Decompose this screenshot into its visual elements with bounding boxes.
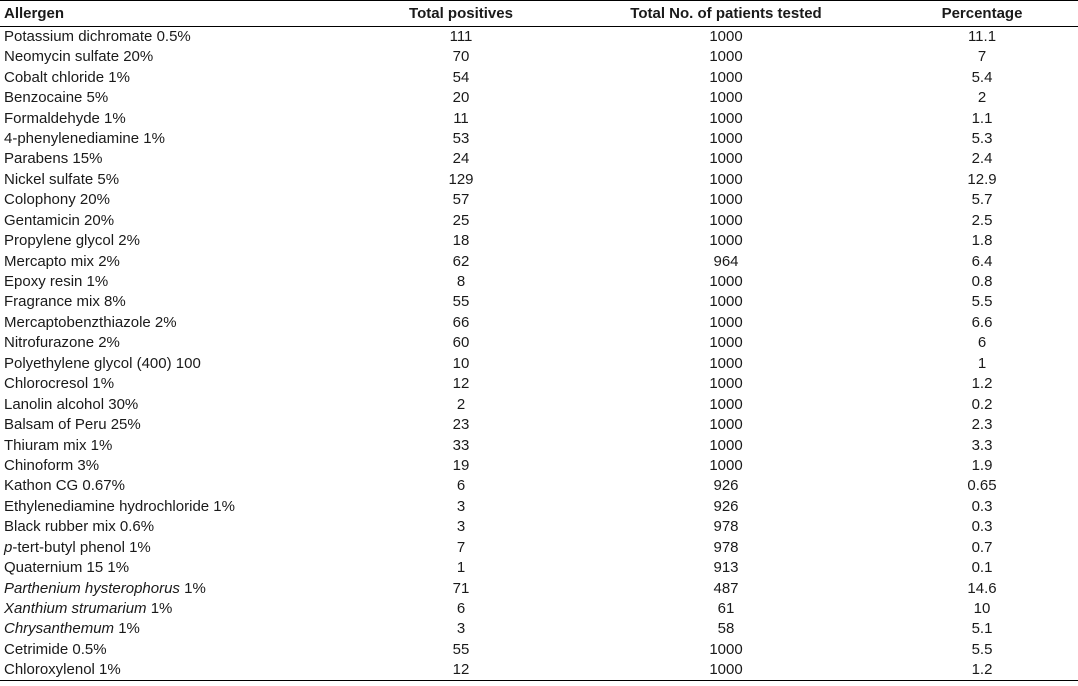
header-allergen: Allergen xyxy=(0,1,356,27)
percentage-cell: 0.1 xyxy=(971,559,993,577)
table-row xyxy=(0,47,1078,67)
patients-tested-cell: 1000 xyxy=(709,89,743,107)
total-positives-cell: 55 xyxy=(452,640,470,658)
patients-tested-cell: 1000 xyxy=(709,640,743,658)
table-row xyxy=(0,394,1078,414)
table-row xyxy=(0,129,1078,149)
patients-tested-cell: 1000 xyxy=(709,170,743,188)
patients-tested-cell: 1000 xyxy=(709,211,743,229)
table-row xyxy=(0,88,1078,108)
patients-tested-cell: 487 xyxy=(713,579,739,597)
percentage-cell: 1.8 xyxy=(971,232,993,250)
allergen-cell xyxy=(0,108,356,128)
patients-tested-cell: 926 xyxy=(713,477,739,495)
percentage-cell: 0.3 xyxy=(971,518,993,536)
allergen-name: Balsam of Peru 25% xyxy=(4,416,141,434)
total-positives-cell: 60 xyxy=(452,334,470,352)
allergen-name: Gentamicin 20% xyxy=(4,211,115,229)
total-positives-cell: 6 xyxy=(456,477,466,495)
total-positives-cell: 25 xyxy=(452,211,470,229)
patients-tested-cell: 1000 xyxy=(709,150,743,168)
total-positives-cell: 2 xyxy=(456,395,466,413)
patients-tested-cell: 1000 xyxy=(709,191,743,209)
patients-tested-cell: 1000 xyxy=(709,48,743,66)
patients-tested-cell: 1000 xyxy=(566,660,886,681)
allergen-cell xyxy=(0,640,356,660)
percentage-cell: 1.2 xyxy=(971,375,993,393)
allergen-cell xyxy=(0,435,356,455)
allergen-name: Neomycin sulfate 20% xyxy=(4,48,154,66)
total-positives-cell: 33 xyxy=(452,436,470,454)
allergen-name: Colophony 20% xyxy=(4,191,110,209)
allergen-name: Black rubber mix 0.6% xyxy=(4,518,155,536)
total-positives-cell: 3 xyxy=(456,518,466,536)
allergen-cell xyxy=(0,129,356,149)
table-row xyxy=(0,456,1078,476)
total-positives-cell: 71 xyxy=(452,579,470,597)
allergen-cell xyxy=(0,558,356,578)
allergen-cell xyxy=(0,313,356,333)
table-header xyxy=(0,1,1078,27)
percentage-cell: 0.8 xyxy=(971,273,993,291)
total-positives-cell: 1 xyxy=(456,559,466,577)
patients-tested-cell: 964 xyxy=(713,252,739,270)
total-positives-cell: 18 xyxy=(452,232,470,250)
percentage-cell: 0.65 xyxy=(967,477,997,495)
percentage-cell: 1 xyxy=(977,354,987,372)
header-total-positives: Total positives xyxy=(356,1,566,27)
allergen-cell xyxy=(0,170,356,190)
total-positives-cell: 129 xyxy=(448,170,474,188)
total-positives-cell: 3 xyxy=(456,497,466,515)
allergen-cell xyxy=(0,538,356,558)
table-row xyxy=(0,374,1078,394)
table-row xyxy=(0,292,1078,312)
allergen-name: Parabens 15% xyxy=(4,150,103,168)
table-row xyxy=(0,354,1078,374)
allergen-name: Quaternium 15 1% xyxy=(4,559,130,577)
table-row xyxy=(0,660,1078,681)
total-positives-cell: 19 xyxy=(452,456,470,474)
percentage-cell: 2 xyxy=(977,89,987,107)
total-positives-cell: 24 xyxy=(452,150,470,168)
allergen-name: Potassium dichromate 0.5% xyxy=(4,28,191,45)
allergen-cell xyxy=(0,354,356,374)
patients-tested-cell: 1000 xyxy=(709,456,743,474)
total-positives-cell: 57 xyxy=(452,191,470,209)
table-row xyxy=(0,333,1078,353)
percentage-cell: 12.9 xyxy=(967,170,997,188)
percentage-cell: 5.7 xyxy=(971,191,993,209)
allergen-cell xyxy=(0,578,356,598)
table-row xyxy=(0,497,1078,517)
patients-tested-cell: 61 xyxy=(717,600,735,618)
total-positives-cell: 54 xyxy=(452,68,470,86)
table-row xyxy=(0,67,1078,87)
percentage-cell: 14.6 xyxy=(967,579,997,597)
total-positives-cell: 8 xyxy=(456,273,466,291)
patients-tested-cell: 978 xyxy=(713,538,739,556)
table-row xyxy=(0,170,1078,190)
allergen-cell xyxy=(0,47,356,67)
allergen-cell xyxy=(0,251,356,271)
percentage-cell: 11.1 xyxy=(967,28,997,45)
total-positives-cell: 23 xyxy=(452,416,470,434)
allergen-name: Ethylenediamine hydrochloride 1% xyxy=(4,497,235,515)
allergen-cell xyxy=(0,190,356,210)
table-row xyxy=(0,149,1078,169)
allergen-name: Thiuram mix 1% xyxy=(4,436,113,454)
total-positives-cell: 20 xyxy=(452,89,470,107)
patients-tested-cell: 1000 xyxy=(709,28,743,45)
total-positives-cell: 3 xyxy=(456,620,466,638)
table-body xyxy=(0,27,1078,681)
percentage-cell: 0.7 xyxy=(971,538,993,556)
total-positives-cell: 111 xyxy=(449,28,473,45)
patients-tested-cell: 1000 xyxy=(709,68,743,86)
allergen-name: Chlorocresol 1% xyxy=(4,375,115,393)
total-positives-cell: 11 xyxy=(453,109,469,127)
patients-tested-cell: 1000 xyxy=(709,109,743,127)
patients-tested-cell: 1000 xyxy=(709,232,743,250)
allergen-cell xyxy=(0,27,356,48)
allergen-name: Chloroxylenol 1% xyxy=(4,661,121,679)
patients-tested-cell: 1000 xyxy=(709,334,743,352)
allergen-cell xyxy=(0,292,356,312)
allergen-name: Lanolin alcohol 30% xyxy=(4,395,139,413)
allergen-cell xyxy=(0,660,356,681)
allergen-cell xyxy=(0,619,356,639)
header-row xyxy=(0,1,1078,27)
percentage-cell: 3.3 xyxy=(971,436,993,454)
table-row xyxy=(0,476,1078,496)
allergen-name: -tert-butyl phenol 1% xyxy=(12,538,151,556)
allergen-cell xyxy=(0,394,356,414)
allergen-name: Nitrofurazone 2% xyxy=(4,334,120,352)
table-row xyxy=(0,538,1078,558)
percentage-cell: 5.5 xyxy=(971,640,993,658)
allergen-italic-part: p xyxy=(4,538,13,556)
patients-tested-cell: 1000 xyxy=(709,395,743,413)
allergen-name: 1% xyxy=(114,620,140,638)
percentage-cell: 1.2 xyxy=(886,660,1078,681)
header-percentage: Percentage xyxy=(886,1,1078,27)
allergen-cell xyxy=(0,333,356,353)
percentage-cell: 5.4 xyxy=(971,68,993,86)
header-patients-tested: Total No. of patients tested xyxy=(566,1,886,27)
allergen-cell xyxy=(0,231,356,251)
allergen-name: Cobalt chloride 1% xyxy=(4,68,130,86)
percentage-cell: 0.3 xyxy=(971,497,993,515)
allergen-cell xyxy=(0,211,356,231)
total-positives-cell: 6 xyxy=(456,600,466,618)
percentage-cell: 6 xyxy=(977,334,987,352)
allergen-name: Chinoform 3% xyxy=(4,456,100,474)
patients-tested-cell: 913 xyxy=(713,559,739,577)
allergen-name: Polyethylene glycol (400) 100 xyxy=(4,354,201,372)
patients-tested-cell: 1000 xyxy=(709,436,743,454)
table-row xyxy=(0,272,1078,292)
allergen-cell xyxy=(0,88,356,108)
patients-tested-cell: 1000 xyxy=(709,375,743,393)
table-row xyxy=(0,27,1078,48)
percentage-cell: 5.3 xyxy=(971,129,993,147)
allergen-name: Propylene glycol 2% xyxy=(4,232,140,250)
patients-tested-cell: 58 xyxy=(717,620,735,638)
allergen-cell xyxy=(0,415,356,435)
allergen-name: 1% xyxy=(146,600,173,618)
percentage-cell: 2.5 xyxy=(971,211,993,229)
patients-tested-cell: 1000 xyxy=(709,293,743,311)
table-row xyxy=(0,640,1078,660)
allergen-name: 4-phenylenediamine 1% xyxy=(4,129,165,147)
allergen-name: Kathon CG 0.67% xyxy=(4,477,125,495)
allergen-cell xyxy=(0,456,356,476)
table-row xyxy=(0,599,1078,619)
allergen-italic-part: Xanthium strumarium xyxy=(4,600,147,618)
table-row xyxy=(0,558,1078,578)
table-row xyxy=(0,517,1078,537)
total-positives-cell: 10 xyxy=(452,354,470,372)
percentage-cell: 5.5 xyxy=(971,293,993,311)
allergen-cell xyxy=(0,497,356,517)
allergen-name: Mercapto mix 2% xyxy=(4,252,120,270)
patients-tested-cell: 1000 xyxy=(709,313,743,331)
total-positives-cell: 55 xyxy=(452,293,470,311)
allergen-name: Cetrimide 0.5% xyxy=(4,640,107,658)
allergen-name: 1% xyxy=(179,579,206,597)
table-row xyxy=(0,211,1078,231)
table-row xyxy=(0,415,1078,435)
percentage-cell: 2.3 xyxy=(971,416,993,434)
allergen-name: Formaldehyde 1% xyxy=(4,109,126,127)
patients-tested-cell: 978 xyxy=(713,518,739,536)
allergen-name: Mercaptobenzthiazole 2% xyxy=(4,313,177,331)
percentage-cell: 1.1 xyxy=(971,109,993,127)
total-positives-cell: 53 xyxy=(452,129,470,147)
table-row xyxy=(0,313,1078,333)
percentage-cell: 0.2 xyxy=(971,395,993,413)
patients-tested-cell: 1000 xyxy=(709,273,743,291)
percentage-cell: 6.4 xyxy=(971,252,993,270)
allergen-name: Fragrance mix 8% xyxy=(4,293,126,311)
allergen-name: Epoxy resin 1% xyxy=(4,273,109,291)
table-row xyxy=(0,108,1078,128)
total-positives-cell: 66 xyxy=(452,313,470,331)
allergen-name: Benzocaine 5% xyxy=(4,89,109,107)
percentage-cell: 6.6 xyxy=(971,313,993,331)
patients-tested-cell: 1000 xyxy=(709,129,743,147)
allergen-cell xyxy=(0,599,356,619)
allergen-cell xyxy=(0,149,356,169)
allergen-cell xyxy=(0,517,356,537)
total-positives-cell: 62 xyxy=(452,252,470,270)
table-row xyxy=(0,231,1078,251)
table-row xyxy=(0,578,1078,598)
allergen-cell xyxy=(0,476,356,496)
table-row xyxy=(0,251,1078,271)
total-positives-cell: 7 xyxy=(456,538,466,556)
allergen-cell xyxy=(0,67,356,87)
total-positives-cell: 12 xyxy=(356,660,566,681)
table-row xyxy=(0,190,1078,210)
percentage-cell: 1.9 xyxy=(971,456,993,474)
total-positives-cell: 70 xyxy=(452,48,470,66)
total-positives-cell: 12 xyxy=(452,375,470,393)
percentage-cell: 10 xyxy=(973,600,991,618)
allergen-cell xyxy=(0,272,356,292)
allergen-italic-part: Parthenium hysterophorus xyxy=(4,579,180,597)
patients-tested-cell: 926 xyxy=(713,497,739,515)
table-row xyxy=(0,435,1078,455)
patients-tested-cell: 1000 xyxy=(709,354,743,372)
percentage-cell: 2.4 xyxy=(971,150,993,168)
patients-tested-cell: 1000 xyxy=(709,416,743,434)
allergen-cell xyxy=(0,374,356,394)
percentage-cell: 5.1 xyxy=(971,620,993,638)
percentage-cell: 7 xyxy=(977,48,987,66)
table-row xyxy=(0,619,1078,639)
allergen-name: Nickel sulfate 5% xyxy=(4,170,120,188)
allergen-italic-part: Chrysanthemum xyxy=(4,620,115,638)
